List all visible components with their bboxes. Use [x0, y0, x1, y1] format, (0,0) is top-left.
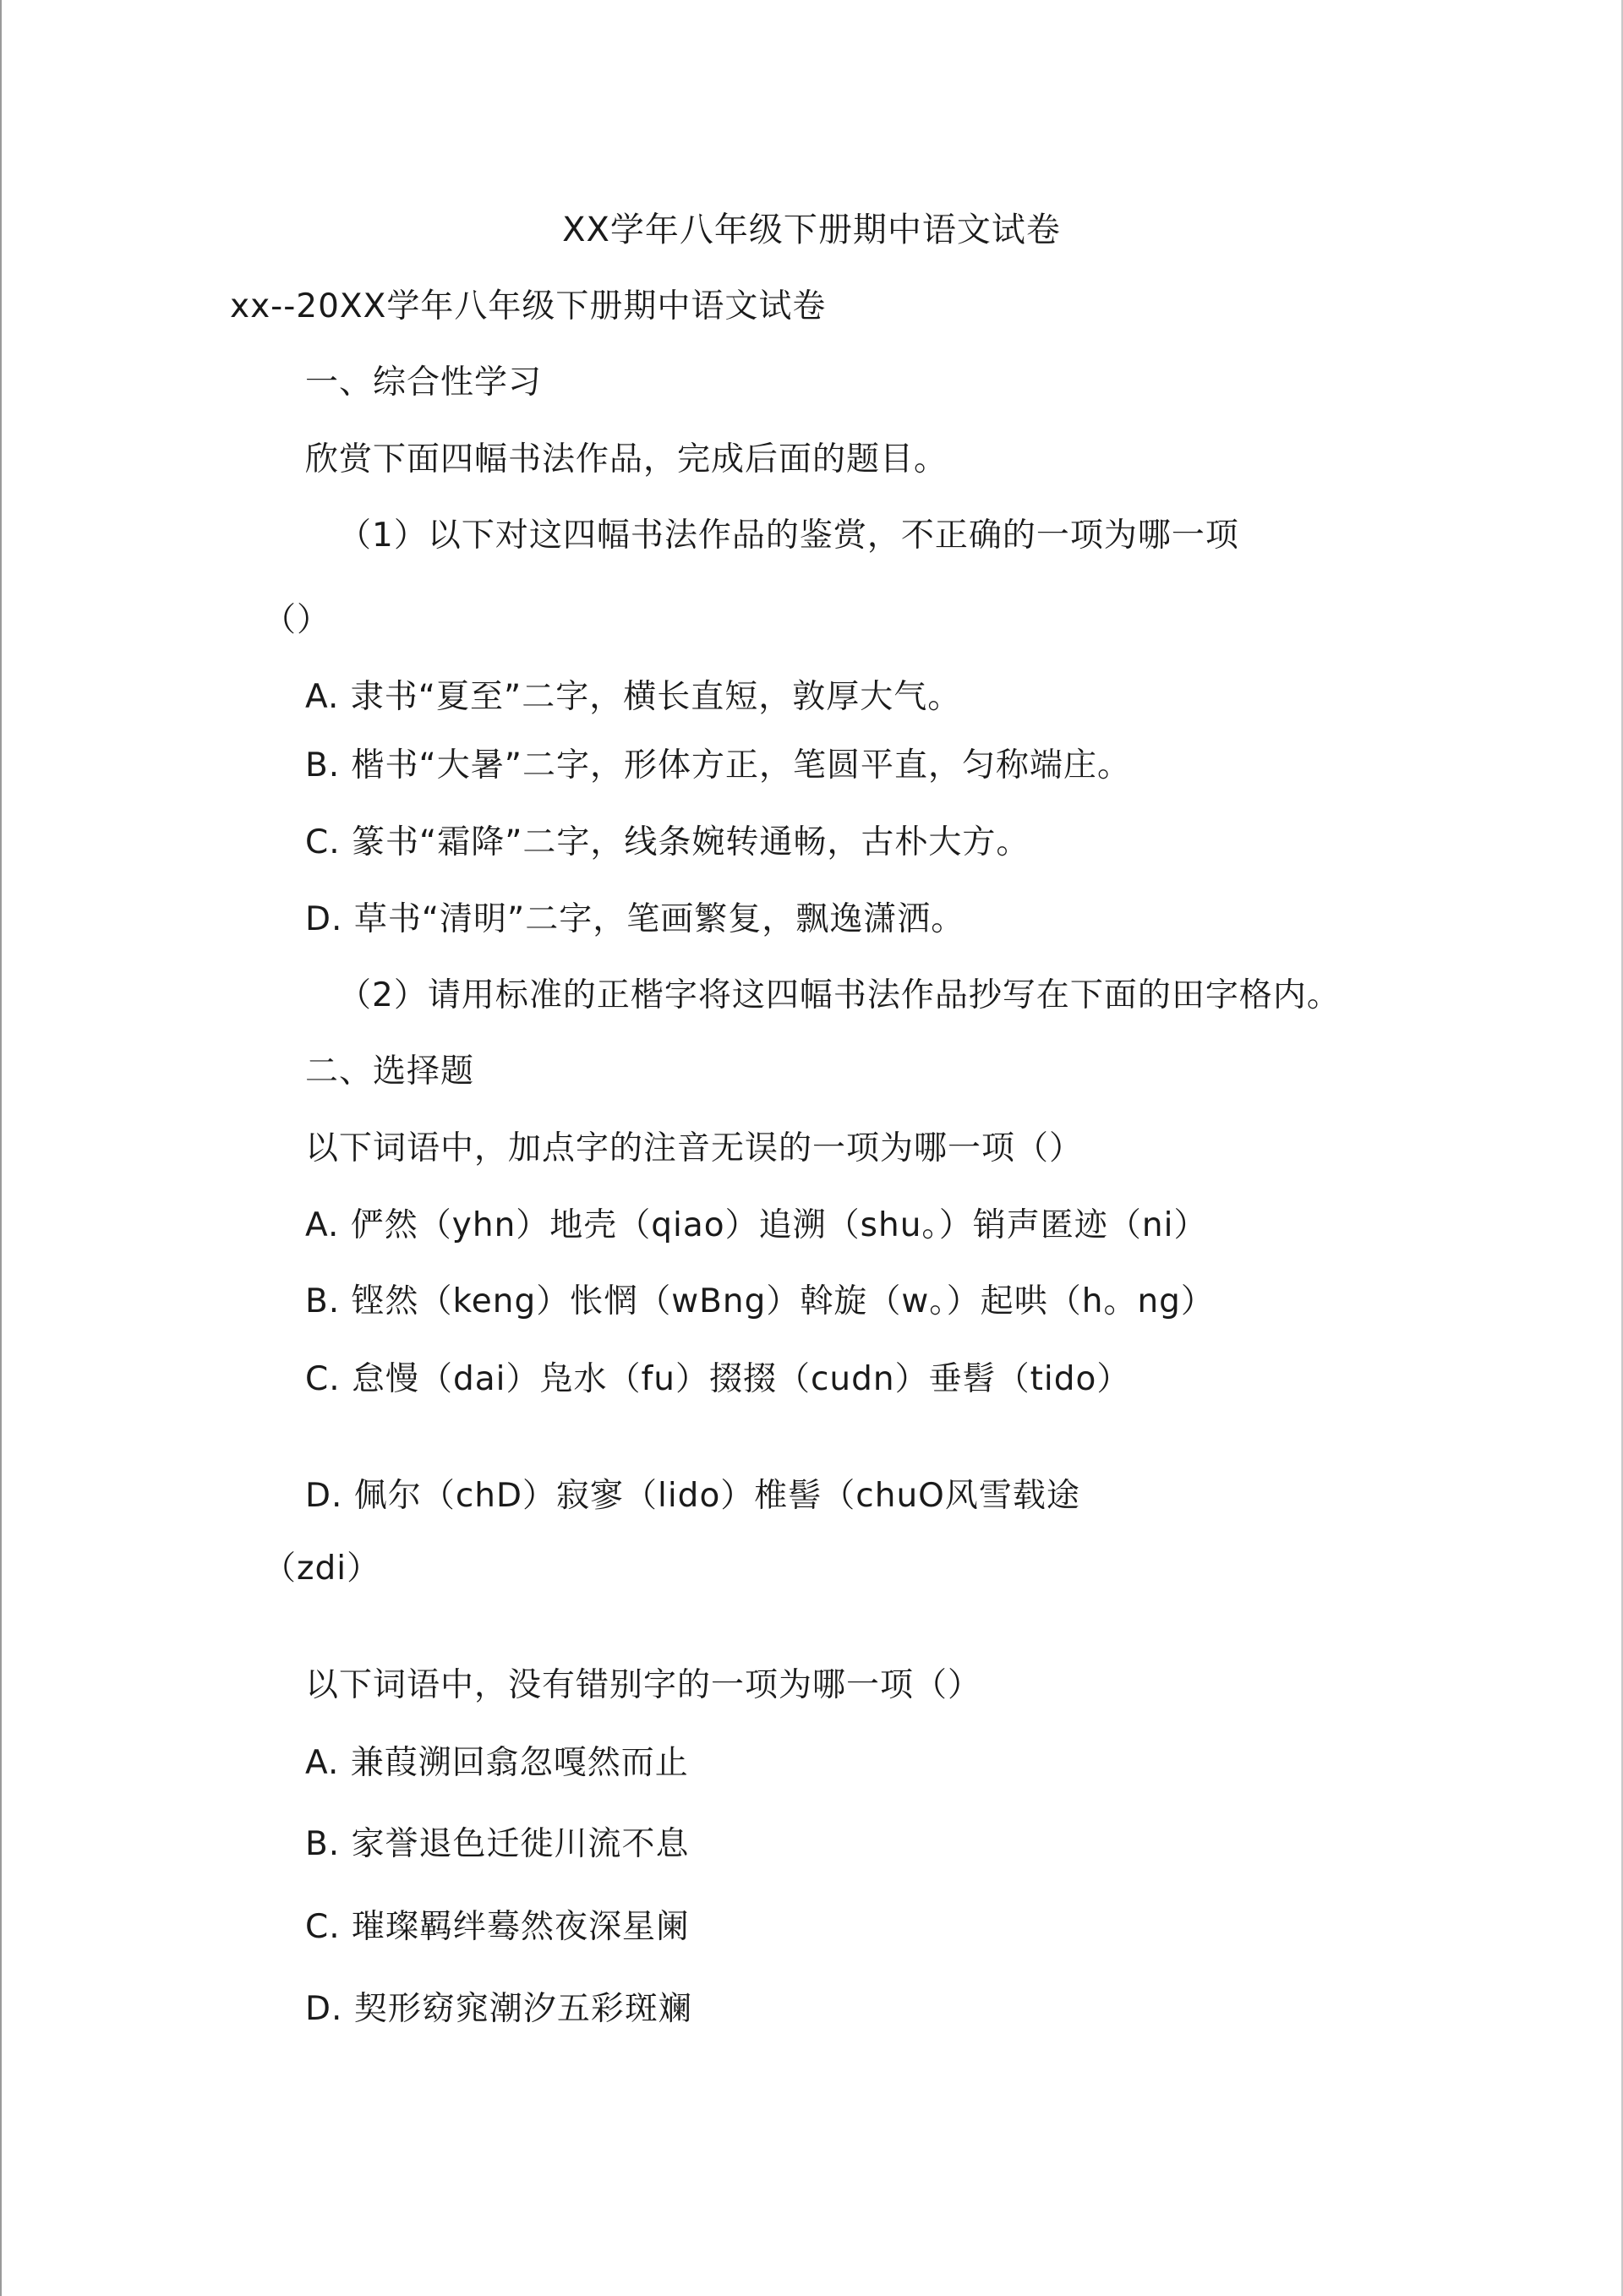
- question-2-1-option-c: C. 怠慢（dai）凫水（fu）掇掇（cudn）垂髫（tido）: [305, 1360, 1131, 1398]
- question-2-2-option-c: C. 璀璨羁绊蓦然夜深星阑: [305, 1908, 691, 1946]
- question-2-2-option-a: A. 兼葭溯回翕忽嘎然而止: [305, 1744, 689, 1782]
- document-subtitle: xx--20XX学年八年级下册期中语文试卷: [230, 287, 827, 325]
- document-title: XX学年八年级下册期中语文试卷: [562, 210, 1061, 249]
- question-2-1-stem: 以下词语中，加点字的注音无误的一项为哪一项（）: [305, 1129, 1084, 1167]
- question-1-1-stem: （1）以下对这四幅书法作品的鉴赏，不正确的一项为哪一项: [338, 517, 1239, 555]
- page-border-left: [0, 0, 2, 2296]
- question-1-1-option-b: B. 楷书“大暑”二字，形体方正，笔圆平直，匀称端庄。: [305, 746, 1131, 784]
- question-1-1-option-d: D. 草书“清明”二字，笔画繁复，飘逸潇洒。: [305, 900, 965, 938]
- question-2-2-option-b: B. 家誉退色迁徙川流不息: [305, 1825, 690, 1863]
- section-heading-multiple-choice: 二、选择题: [305, 1052, 475, 1091]
- question-2-2-option-d: D. 契形窈窕潮汐五彩斑斓: [305, 1990, 692, 2028]
- question-2-1-option-b: B. 铿然（keng）怅惘（wBng）斡旋（w。）起哄（h。ng）: [305, 1282, 1215, 1320]
- question-2-1-option-d: D. 佩尔（chD）寂寥（lido）椎髻（chuO风雪载途: [305, 1477, 1080, 1515]
- question-1-1-blank: （）: [263, 601, 331, 639]
- question-1-1-option-c: C. 篆书“霜降”二字，线条婉转通畅，古朴大方。: [305, 823, 1030, 861]
- section-heading-comprehensive-study: 一、综合性学习: [305, 364, 543, 402]
- section1-intro: 欣赏下面四幅书法作品，完成后面的题目。: [305, 440, 948, 478]
- question-1-2-stem: （2）请用标准的正楷字将这四幅书法作品抄写在下面的田字格内。: [338, 976, 1341, 1014]
- question-1-1-option-a: A. 隶书“夏至”二字，横长直短，敦厚大气。: [305, 678, 962, 716]
- question-2-1-option-d-continuation: （zdi）: [263, 1550, 381, 1588]
- question-2-1-option-a: A. 俨然（yhn）地壳（qiao）追溯（shu。）销声匿迹（ni）: [305, 1206, 1208, 1244]
- question-2-2-stem: 以下词语中，没有错别字的一项为哪一项（）: [305, 1666, 982, 1704]
